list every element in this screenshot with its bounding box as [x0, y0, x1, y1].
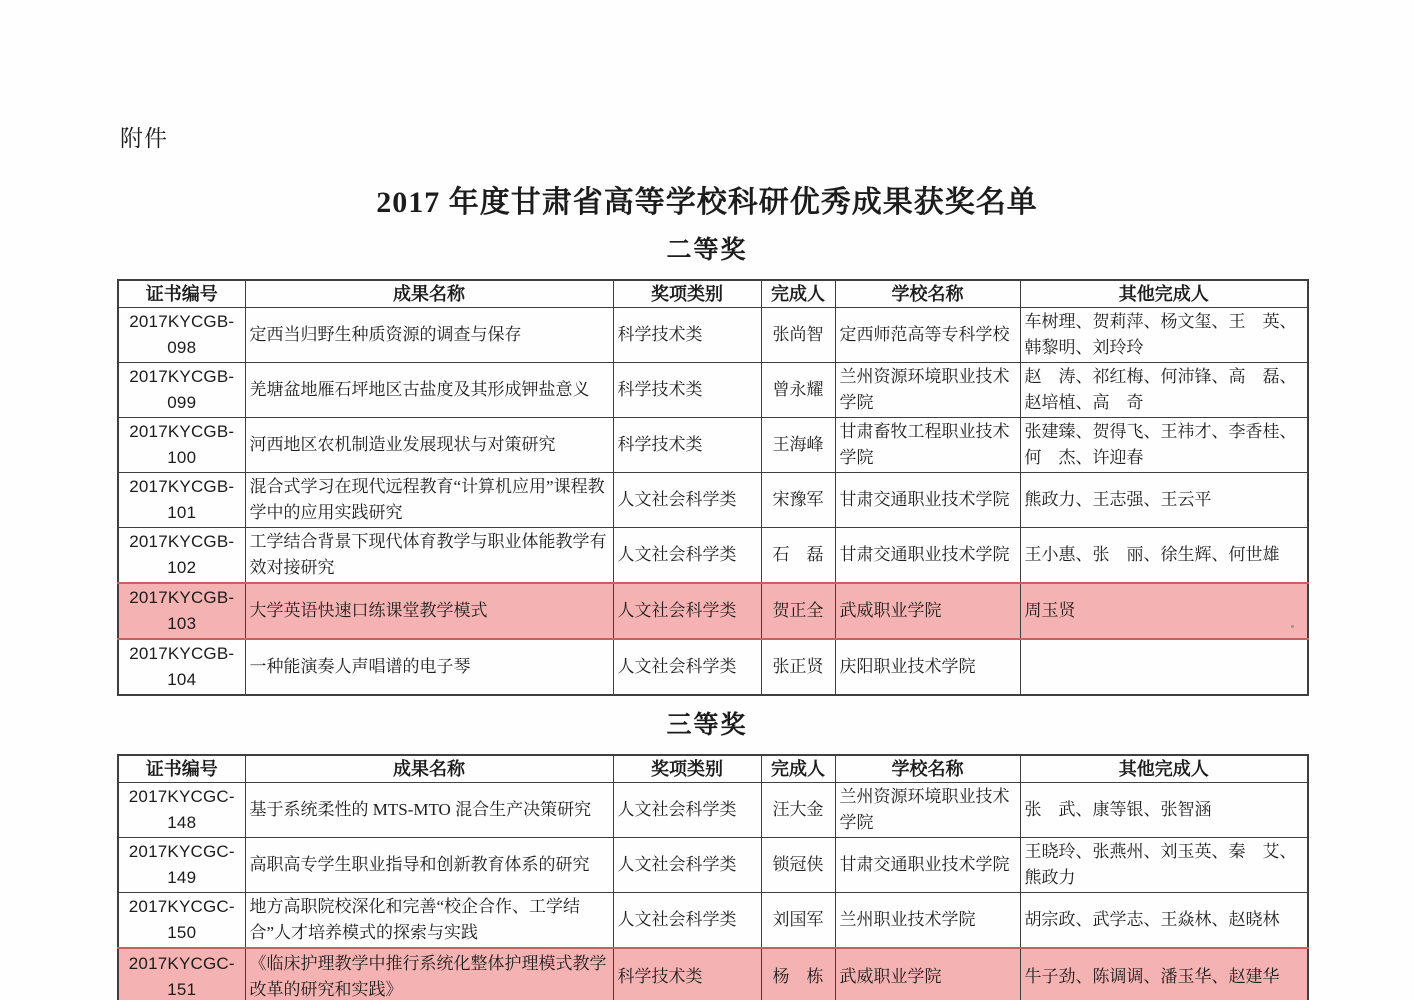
table-header-row [118, 280, 1308, 308]
school-name: 甘肃交通职业技术学院 [835, 528, 1020, 584]
second-prize-table [117, 279, 1309, 696]
achievement-name: 定西当归野生种质资源的调查与保存 [245, 308, 613, 363]
other-completers: 胡宗政、武学志、王焱林、赵晓林 [1020, 893, 1308, 949]
cert-number: 2017KYCGC-151 [118, 948, 245, 1000]
school-name: 甘肃交通职业技术学院 [835, 838, 1020, 893]
header-cert-number: 证书编号 [118, 755, 245, 783]
completer: 杨 栋 [761, 948, 835, 1000]
completer: 王海峰 [761, 418, 835, 473]
attachment-label: 附件 [120, 126, 168, 151]
header-achievement-name: 成果名称 [245, 755, 613, 783]
third-prize-table [117, 754, 1309, 1000]
section-title-second-prize: 二等奖 [666, 237, 748, 264]
achievement-name: 地方高职院校深化和完善“校企合作、工学结合”人才培养模式的探索与实践 [245, 893, 613, 949]
section-title-third-prize: 三等奖 [666, 712, 748, 739]
cert-number: 2017KYCGB-098 [118, 308, 245, 363]
school-name: 甘肃交通职业技术学院 [835, 473, 1020, 528]
award-category: 科学技术类 [613, 308, 761, 363]
scan-speck-artifact [1291, 625, 1294, 628]
achievement-name: 基于系统柔性的 MTS-MTO 混合生产决策研究 [245, 783, 613, 838]
school-name: 甘肃畜牧工程职业技术学院 [835, 418, 1020, 473]
header-school-name: 学校名称 [835, 280, 1020, 308]
header-completer: 完成人 [761, 755, 835, 783]
header-completer: 完成人 [761, 280, 835, 308]
table-row [118, 473, 1308, 528]
award-category: 人文社会科学类 [613, 639, 761, 695]
achievement-name: 大学英语快速口练课堂教学模式 [245, 583, 613, 639]
school-name: 定西师范高等专科学校 [835, 308, 1020, 363]
achievement-name: 河西地区农机制造业发展现状与对策研究 [245, 418, 613, 473]
other-completers [1020, 639, 1308, 695]
table-row [118, 528, 1308, 584]
school-name: 武威职业学院 [835, 948, 1020, 1000]
other-completers: 赵 涛、祁红梅、何沛锋、高 磊、赵培植、高 奇 [1020, 363, 1308, 418]
table-row [118, 308, 1308, 363]
achievement-name: 混合式学习在现代远程教育“计算机应用”课程教学中的应用实践研究 [245, 473, 613, 528]
completer: 宋豫军 [761, 473, 835, 528]
table-row [118, 893, 1308, 949]
award-category: 人文社会科学类 [613, 583, 761, 639]
table-row [118, 418, 1308, 473]
cert-number: 2017KYCGB-104 [118, 639, 245, 695]
header-other-completers: 其他完成人 [1020, 755, 1308, 783]
other-completers: 王小惠、张 丽、徐生辉、何世雄 [1020, 528, 1308, 584]
award-category: 人文社会科学类 [613, 893, 761, 949]
table-row [118, 363, 1308, 418]
cert-number: 2017KYCGB-103 [118, 583, 245, 639]
header-achievement-name: 成果名称 [245, 280, 613, 308]
completer: 贺正全 [761, 583, 835, 639]
table-header-row [118, 755, 1308, 783]
other-completers: 张 武、康等银、张智涵 [1020, 783, 1308, 838]
other-completers: 车树理、贺莉萍、杨文玺、王 英、韩黎明、刘玲玲 [1020, 308, 1308, 363]
completer: 曾永耀 [761, 363, 835, 418]
completer: 石 磊 [761, 528, 835, 584]
award-category: 人文社会科学类 [613, 528, 761, 584]
award-category: 科学技术类 [613, 948, 761, 1000]
completer: 锁冠侠 [761, 838, 835, 893]
cert-number: 2017KYCGC-150 [118, 893, 245, 949]
achievement-name: 《临床护理教学中推行系统化整体护理模式教学改革的研究和实践》 [245, 948, 613, 1000]
header-award-category: 奖项类别 [613, 755, 761, 783]
table-row [118, 639, 1308, 695]
other-completers: 周玉贤 [1020, 583, 1308, 639]
completer: 张尚智 [761, 308, 835, 363]
cert-number: 2017KYCGB-102 [118, 528, 245, 584]
table-row-highlighted [118, 948, 1308, 1000]
achievement-name: 羌塘盆地雁石坪地区古盐度及其形成钾盐意义 [245, 363, 613, 418]
cert-number: 2017KYCGB-100 [118, 418, 245, 473]
other-completers: 王晓玲、张燕州、刘玉英、秦 艾、熊政力 [1020, 838, 1308, 893]
cert-number: 2017KYCGC-149 [118, 838, 245, 893]
header-cert-number: 证书编号 [118, 280, 245, 308]
page-title: 2017 年度甘肃省高等学校科研优秀成果获奖名单 [376, 186, 1038, 219]
header-school-name: 学校名称 [835, 755, 1020, 783]
table-row [118, 838, 1308, 893]
award-category: 人文社会科学类 [613, 783, 761, 838]
school-name: 庆阳职业技术学院 [835, 639, 1020, 695]
completer: 张正贤 [761, 639, 835, 695]
school-name: 兰州资源环境职业技术学院 [835, 363, 1020, 418]
table-row-highlighted [118, 583, 1308, 639]
header-other-completers: 其他完成人 [1020, 280, 1308, 308]
completer: 刘国军 [761, 893, 835, 949]
award-category: 人文社会科学类 [613, 838, 761, 893]
achievement-name: 工学结合背景下现代体育教学与职业体能教学有效对接研究 [245, 528, 613, 584]
achievement-name: 高职高专学生职业指导和创新教育体系的研究 [245, 838, 613, 893]
header-award-category: 奖项类别 [613, 280, 761, 308]
completer: 汪大金 [761, 783, 835, 838]
school-name: 兰州资源环境职业技术学院 [835, 783, 1020, 838]
cert-number: 2017KYCGC-148 [118, 783, 245, 838]
award-category: 科学技术类 [613, 418, 761, 473]
school-name: 武威职业学院 [835, 583, 1020, 639]
cert-number: 2017KYCGB-101 [118, 473, 245, 528]
award-category: 人文社会科学类 [613, 473, 761, 528]
school-name: 兰州职业技术学院 [835, 893, 1020, 949]
other-completers: 熊政力、王志强、王云平 [1020, 473, 1308, 528]
table-row [118, 783, 1308, 838]
award-category: 科学技术类 [613, 363, 761, 418]
other-completers: 牛子劲、陈调调、潘玉华、赵建华 [1020, 948, 1308, 1000]
achievement-name: 一种能演奏人声唱谱的电子琴 [245, 639, 613, 695]
other-completers: 张建臻、贺得飞、王祎才、李香桂、何 杰、许迎春 [1020, 418, 1308, 473]
cert-number: 2017KYCGB-099 [118, 363, 245, 418]
